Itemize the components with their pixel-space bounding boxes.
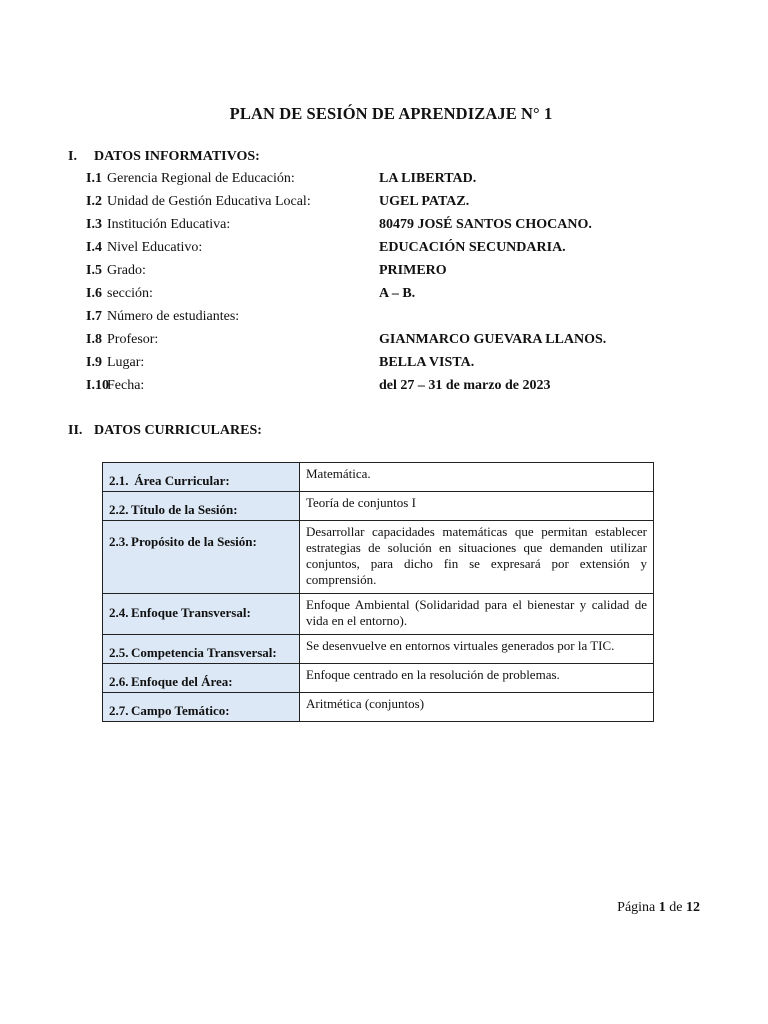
- info-value: LA LIBERTAD.: [379, 171, 477, 186]
- of-word: de: [669, 900, 683, 915]
- row-label: Enfoque Transversal:: [131, 605, 251, 620]
- table-key-cell: [103, 664, 300, 693]
- table-value-cell: Desarrollar capacidades matemáticas que permitan establecer estrategias de solución en situaciones que demanden utilizar conjuntos, para dicho fin se expresará por extensión y comprensión.: [300, 521, 654, 594]
- info-row-date: [86, 376, 686, 396]
- section-2-number: II.: [68, 423, 83, 438]
- info-number: I.6: [86, 286, 102, 301]
- table-row: [103, 463, 654, 492]
- row-label: Propósito de la Sesión:: [131, 534, 257, 549]
- table-row: [103, 635, 654, 664]
- row-number: 2.2.: [109, 502, 129, 517]
- info-value: UGEL PATAZ.: [379, 194, 470, 209]
- info-row-level: [86, 238, 686, 258]
- row-number: 2.4.: [109, 605, 129, 620]
- info-label: Nivel Educativo:: [107, 240, 203, 255]
- info-number: I.1: [86, 171, 102, 186]
- table-key-cell: [103, 492, 300, 521]
- info-row-place: [86, 353, 686, 373]
- info-label: Número de estudiantes:: [107, 309, 240, 324]
- row-label: Competencia Transversal:: [131, 645, 277, 660]
- table-value-cell: Enfoque Ambiental (Solidaridad para el bienestar y calidad de vida en el entorno).: [300, 594, 654, 635]
- info-number: I.10: [86, 378, 109, 393]
- table-key-cell: [103, 594, 300, 635]
- row-label: Enfoque del Área:: [131, 674, 233, 689]
- info-number: I.7: [86, 309, 102, 324]
- info-value: PRIMERO: [379, 263, 447, 278]
- info-value: BELLA VISTA.: [379, 355, 475, 370]
- info-row-ugel: [86, 192, 686, 212]
- current-page: 1: [658, 900, 666, 915]
- row-label: Área Curricular:: [134, 473, 230, 488]
- total-pages: 12: [686, 900, 700, 915]
- info-value: 80479 JOSÉ SANTOS CHOCANO.: [379, 217, 592, 232]
- table-row: [103, 664, 654, 693]
- table-key-cell: [103, 521, 300, 594]
- table-value-cell: Teoría de conjuntos I: [300, 492, 654, 521]
- section-1-heading: [68, 149, 260, 165]
- info-label: Gerencia Regional de Educación:: [107, 171, 295, 186]
- page-number: [617, 900, 700, 916]
- row-label: Título de la Sesión:: [131, 502, 238, 517]
- info-value: A – B.: [379, 286, 416, 301]
- curricular-table: [102, 462, 654, 722]
- info-label: Grado:: [107, 263, 146, 278]
- info-row-grade: [86, 261, 686, 281]
- info-number: I.5: [86, 263, 102, 278]
- table-value-cell: Aritmética (conjuntos): [300, 693, 654, 722]
- table-key-cell: [103, 693, 300, 722]
- info-label: sección:: [107, 286, 153, 301]
- section-2-title: DATOS CURRICULARES:: [94, 423, 262, 438]
- table-row: [103, 594, 654, 635]
- table-row: [103, 492, 654, 521]
- info-row-students: [86, 307, 686, 327]
- info-label: Profesor:: [107, 332, 159, 347]
- table-value-cell: Enfoque centrado en la resolución de problemas.: [300, 664, 654, 693]
- info-row-section: [86, 284, 686, 304]
- section-1-title: DATOS INFORMATIVOS:: [94, 149, 260, 164]
- info-value: GIANMARCO GUEVARA LLANOS.: [379, 332, 607, 347]
- info-label: Lugar:: [107, 355, 145, 370]
- table-value-cell: Matemática.: [300, 463, 654, 492]
- table-value-cell: Se desenvuelve en entornos virtuales generados por la TIC.: [300, 635, 654, 664]
- table-key-cell: [103, 463, 300, 492]
- page-word: Página: [617, 900, 656, 915]
- info-number: I.8: [86, 332, 102, 347]
- table-key-cell: [103, 635, 300, 664]
- info-label: Fecha:: [107, 378, 145, 393]
- table-row: [103, 693, 654, 722]
- info-value: EDUCACIÓN SECUNDARIA.: [379, 240, 566, 255]
- info-number: I.3: [86, 217, 102, 232]
- section-1-number: I.: [68, 149, 77, 164]
- document-title: PLAN DE SESIÓN DE APRENDIZAJE N° 1: [229, 104, 553, 123]
- info-row-regional: [86, 169, 686, 189]
- info-number: I.2: [86, 194, 102, 209]
- row-number: 2.6.: [109, 674, 129, 689]
- row-number: 2.1.: [109, 473, 129, 488]
- info-row-teacher: [86, 330, 686, 350]
- info-number: I.9: [86, 355, 102, 370]
- row-label: Campo Temático:: [131, 703, 230, 718]
- info-number: I.4: [86, 240, 102, 255]
- row-number: 2.3.: [109, 534, 129, 549]
- info-label: Institución Educativa:: [107, 217, 231, 232]
- row-number: 2.5.: [109, 645, 129, 660]
- section-2-heading: [68, 423, 262, 439]
- table-row: [103, 521, 654, 594]
- row-number: 2.7.: [109, 703, 129, 718]
- info-value: del 27 – 31 de marzo de 2023: [379, 378, 551, 393]
- info-label: Unidad de Gestión Educativa Local:: [107, 194, 311, 209]
- info-row-institution: [86, 215, 686, 235]
